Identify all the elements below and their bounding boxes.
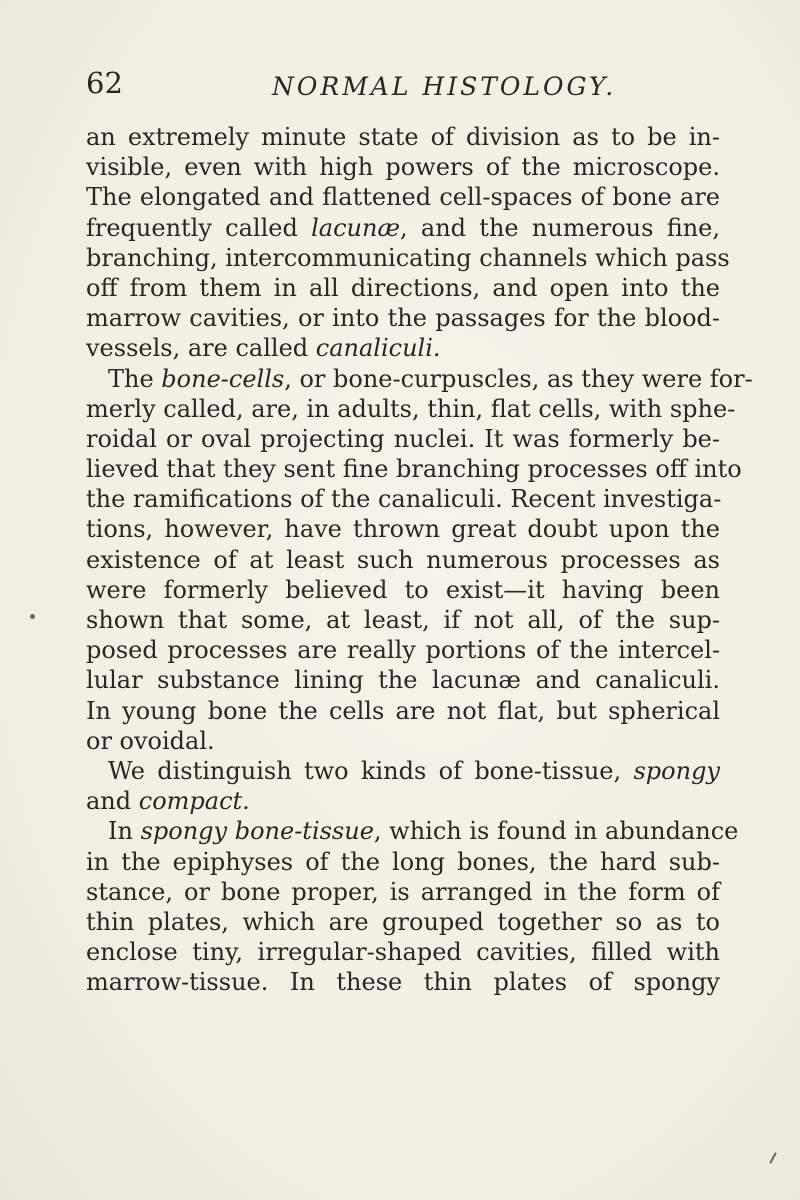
text-line — [86, 907, 720, 937]
text-run: In — [108, 817, 141, 846]
body-text — [86, 122, 753, 997]
text-run: enclose tiny, irregular-shaped cavities, filled with — [86, 938, 720, 967]
text-run: The elongated and flattened cell-spaces of bone are — [86, 183, 720, 212]
text-run: vessels, are called — [86, 334, 316, 363]
text-line — [86, 122, 720, 152]
text-run: In young bone the cells are not flat, but spherical — [86, 696, 720, 725]
italic-term: spongy — [633, 756, 720, 785]
text-line — [86, 967, 720, 997]
text-line — [86, 394, 736, 424]
text-line — [86, 182, 720, 212]
text-line — [86, 243, 730, 273]
running-head: NORMAL HISTOLOGY. — [272, 72, 617, 101]
italic-term: lacunæ — [311, 213, 401, 242]
text-line — [86, 847, 720, 877]
page-header — [86, 66, 726, 106]
text-line — [86, 364, 753, 394]
text-run: marrow-tissue. In these thin plates of spongy — [86, 968, 720, 997]
text-line — [86, 575, 720, 605]
text-line — [86, 786, 720, 816]
text-run: merly called, are, in adults, thin, flat cells, with sphe- — [86, 394, 736, 423]
text-line — [86, 303, 720, 333]
text-run: existence of at least such numerous processes as — [86, 545, 720, 574]
text-line — [86, 213, 720, 243]
italic-term: compact. — [138, 787, 250, 816]
italic-term: bone-cells — [161, 364, 285, 393]
text-line — [86, 605, 720, 635]
text-run: shown that some, at least, if not all, of the sup- — [86, 606, 720, 634]
text-line — [86, 756, 720, 786]
text-line — [86, 333, 720, 363]
text-line — [86, 665, 720, 695]
text-line — [86, 937, 720, 967]
text-run: frequently called — [86, 213, 312, 242]
text-run: posed processes are really portions of the intercel- — [86, 636, 720, 665]
text-line — [86, 514, 720, 544]
page-number: 62 — [86, 66, 123, 100]
text-run: We distinguish two kinds of bone-tissue, — [108, 756, 634, 785]
text-run: , or bone-curpuscles, as they were for- — [284, 364, 753, 393]
text-line — [86, 454, 742, 484]
text-line — [86, 696, 720, 726]
text-run: stance, or bone proper, is arranged in the form of — [86, 877, 720, 906]
text-run: lieved that they sent fine branching processes off into — [86, 455, 742, 484]
text-line — [86, 545, 720, 575]
text-line — [86, 877, 720, 907]
margin-tick-mark — [769, 1152, 776, 1164]
text-run: lular substance lining the lacunæ and canaliculi. — [86, 666, 720, 695]
text-run: an extremely minute state of division as to be in- — [86, 123, 720, 151]
text-run: The — [108, 364, 162, 393]
text-line — [86, 484, 720, 514]
text-line — [86, 152, 720, 182]
italic-term: spongy bone-tissue — [140, 817, 374, 846]
text-run: thin plates, which are grouped together so as to — [86, 907, 720, 936]
text-run: , which is found in abundance — [373, 817, 739, 846]
text-run: or ovoidal. — [86, 726, 215, 755]
text-line — [86, 635, 720, 665]
text-run: visible, even with high powers of the microscope. — [86, 153, 720, 182]
text-run: , and the numerous fine, — [400, 213, 720, 242]
text-run: roidal or oval projecting nuclei. It was formerly be- — [86, 424, 720, 453]
italic-term: canaliculi. — [315, 334, 441, 363]
text-line — [86, 816, 739, 846]
text-run: and — [86, 787, 139, 816]
text-run: the ramifications of the canaliculi. Recent investiga- — [86, 485, 722, 514]
text-run: marrow cavities, or into the passages for the blood- — [86, 304, 720, 333]
margin-mark — [30, 614, 35, 619]
text-line — [86, 273, 720, 303]
text-line — [86, 424, 720, 454]
text-run: in the epiphyses of the long bones, the hard sub- — [86, 847, 720, 876]
text-run: were formerly believed to exist—it having been — [86, 575, 720, 604]
text-run: tions, however, have thrown great doubt upon the — [86, 515, 720, 544]
text-line — [86, 726, 720, 756]
text-run: branching, intercommunicating channels which pass — [86, 243, 730, 272]
text-run: off from them in all directions, and open into the — [86, 273, 720, 302]
